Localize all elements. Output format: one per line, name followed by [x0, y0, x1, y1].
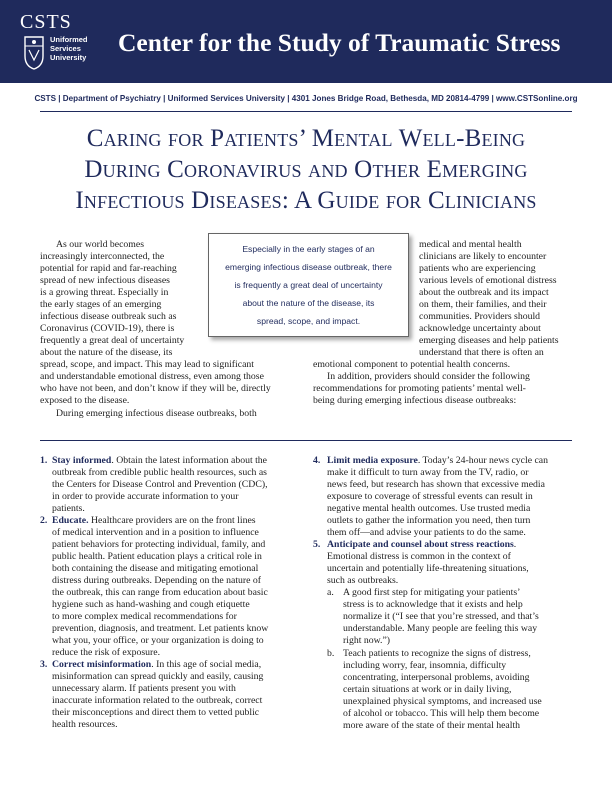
intro-line: As our world becomes [56, 239, 145, 250]
pull-quote-line: about the nature of the disease, its [242, 298, 375, 308]
item-heading: Stay informed [52, 455, 112, 466]
sub-item-label: a. [327, 587, 334, 598]
sub-item-line: normalize it (“I see that you’re stressed, and that’s [343, 611, 539, 622]
list-item-line: their misconceptions and direct them to vetted public [52, 707, 260, 718]
sub-item-line: unexplained physical symptoms, and increased use [343, 696, 542, 707]
intro-line: During emerging infectious disease outbreaks, both [56, 408, 257, 419]
sub-item-line: stress is to acknowledge that it exists and help [343, 599, 523, 610]
list-item-first-line [327, 455, 548, 467]
intro-line: is a growing threat. Especially in [40, 287, 169, 298]
logo-line: University [50, 53, 87, 62]
list-item-line: outbreak from credible public health resources, such as [52, 467, 267, 478]
sub-item-line: right now.”) [343, 635, 391, 646]
list-item-line: outlets to gather the information you need, then turn [327, 515, 531, 526]
sub-item-line: certain situations at work or in daily living, [343, 684, 512, 695]
list-number: 4. [313, 455, 321, 466]
list-number: 1. [40, 455, 48, 466]
intro-line: acknowledge uncertainty about [419, 323, 541, 334]
intro-line: potential for rapid and far-reaching [40, 263, 177, 274]
list-item-line: news feed, but research has shown that excessive media [327, 479, 545, 490]
intro-line: understand that there is often an [419, 347, 544, 358]
intro-line: In addition, providers should consider the following [327, 371, 530, 382]
intro-line: about the outbreak and its impact [419, 287, 549, 298]
item-text: Healthcare providers are on the front lines [88, 515, 256, 526]
list-item-line: of medical intervention and in a position to influence [52, 527, 259, 538]
intro-line: spread, scope, and impact. This may lead to significant [40, 359, 254, 370]
item-heading: Anticipate and counsel about stress reactions [327, 539, 514, 550]
list-item-line: hygiene such as hand-washing and cough etiquette [52, 599, 250, 610]
item-text: . Obtain the latest information about the [111, 455, 268, 466]
csts-logo [20, 12, 110, 74]
list-item-line: to more complex medical recommendations for [52, 611, 237, 622]
sub-item-line: including worry, fear, insomnia, difficulty [343, 660, 507, 671]
list-item-line: such as outbreaks. [327, 575, 399, 586]
sub-item-line: concentrating, interpersonal problems, avoiding [343, 672, 530, 683]
intro-line: increasingly interconnected, the [40, 251, 165, 262]
sub-item-line: understandable. Many people are feeling this way [343, 623, 538, 634]
intro-line: medical and mental health [419, 239, 522, 250]
intro-line: various levels of emotional distress [419, 275, 557, 286]
sub-item-line: more aware of the state of their mental health [343, 720, 521, 731]
list-item-first-line [52, 515, 256, 527]
item-heading: Limit media exposure [327, 455, 418, 466]
org-title: Center for the Study of Traumatic Stress [118, 28, 561, 57]
title-line: Infectious Diseases: A Guide for Clinicians [75, 187, 537, 214]
list-item-line: health resources. [52, 719, 118, 730]
intro-line: on them, their families, and their [419, 299, 547, 310]
list-item-line: both containing the disease and mitigating emotional [52, 563, 259, 574]
list-item-line: Emotional distress is common in the context of [327, 551, 511, 562]
sub-item-line: A good first step for mitigating your patients’ [343, 587, 521, 598]
pull-quote-line: emerging infectious disease outbreak, there [225, 262, 392, 272]
item-heading: Educate. [52, 515, 89, 526]
pull-quote-line: spread, scope, and impact. [256, 316, 361, 326]
intro-line: who have not been, and don’t know if they will be, directly [40, 383, 271, 394]
list-item-line: misinformation can spread quickly and easily, causing [52, 671, 264, 682]
list-item-line: patient behaviors for protecting individual, family, and [52, 539, 266, 550]
logo-line: Uniformed [50, 35, 88, 44]
title-line: During Coronavirus and Other Emerging [84, 156, 528, 183]
logo-line: Services [50, 44, 81, 53]
intro-line: Coronavirus (COVID-19), there is [40, 323, 175, 334]
header-banner [0, 0, 612, 83]
list-item-line: inaccurate information related to the outbreak, correct [52, 695, 263, 706]
list-item-line: negative mental health outcomes. Use trusted media [327, 503, 531, 514]
list-item-line: make it difficult to turn away from the TV, radio, or [327, 467, 529, 478]
list-item-line: distress during outbreaks. Depending on the nature of [52, 575, 262, 586]
divider [40, 111, 572, 112]
list-item-line: public health. Patient education plays a critical role in [52, 551, 262, 562]
intro-line: being during emerging infectious disease outbreaks: [313, 395, 517, 406]
list-item-line: uncertain and potentially life-threatening situations, [327, 563, 529, 574]
sub-item-line: Teach patients to recognize the signs of distress, [343, 648, 531, 659]
logo-university-lines [50, 35, 88, 62]
list-item-line: exposure to coverage of stressful events can result in [327, 491, 533, 502]
list-item-line: patients. [52, 503, 85, 514]
intro-line: spread of new infectious diseases [40, 275, 170, 286]
pull-quote-line: is frequently a great deal of uncertainty [234, 280, 383, 290]
item-text: . Today’s 24-hour news cycle can [417, 455, 549, 466]
logo-text: CSTS [20, 11, 72, 33]
contact-line: CSTS | Department of Psychiatry | Uniformed Services University | 4301 Jones Bridge Road, Bethesda, MD 20814-4799 | www.CSTSonline.org [34, 94, 578, 103]
list-item-line: reduce the risk of exposure. [52, 647, 161, 658]
intro-line: emotional component to potential health concerns. [313, 359, 511, 370]
intro-line: recommendations for promoting patients’ mental well- [313, 383, 526, 394]
pull-quote [208, 233, 409, 337]
list-item-line: the Centers for Disease Control and Prevention (CDC), [52, 479, 268, 490]
sub-item-line: of alcohol or tobacco. This will help them become [343, 708, 540, 719]
pull-quote-line: Especially in the early stages of an [242, 244, 375, 254]
item-heading: Correct misinformation [52, 659, 152, 670]
item-text: . In this age of social media, [151, 659, 262, 670]
shield-icon [24, 36, 44, 70]
divider [40, 440, 572, 441]
intro-line: patients who are experiencing [419, 263, 536, 274]
intro-line: the early stages of an emerging [40, 299, 162, 310]
list-item-first-line [327, 539, 516, 551]
list-item-first-line [52, 455, 267, 467]
list-item-line: unnecessary alarm. If patients present you with [52, 683, 236, 694]
list-item-line: the outbreak, this can range from education about basic [52, 587, 268, 598]
sub-item-label: b. [327, 648, 335, 659]
list-number: 5. [313, 539, 321, 550]
intro-line: clinicians are likely to encounter [419, 251, 547, 262]
list-item-first-line [52, 659, 261, 671]
intro-line: and understandable emotional distress, even among those [40, 371, 264, 382]
item-text: . [513, 539, 517, 550]
list-number: 3. [40, 659, 48, 670]
intro-line: emerging diseases and help patients [419, 335, 559, 346]
list-item-line: prevention, diagnosis, and treatment. Let patients know [52, 623, 269, 634]
intro-line: infectious disease outbreak such as [40, 311, 177, 322]
document-title [20, 123, 592, 216]
list-item-line: them off—and advise your patients to do the same. [327, 527, 526, 538]
intro-line: frequently a great deal of uncertainty [40, 335, 185, 346]
list-item-line: in order to provide accurate information to your [52, 491, 239, 502]
intro-line: about the nature of the disease, its [40, 347, 173, 358]
title-line: Caring for Patients’ Mental Well-Being [86, 125, 526, 152]
list-item-line: what you, your office, or your organization is doing to [52, 635, 264, 646]
intro-line: exposed to the disease. [40, 395, 130, 406]
list-number: 2. [40, 515, 48, 526]
intro-line: communities. Providers should [419, 311, 541, 322]
